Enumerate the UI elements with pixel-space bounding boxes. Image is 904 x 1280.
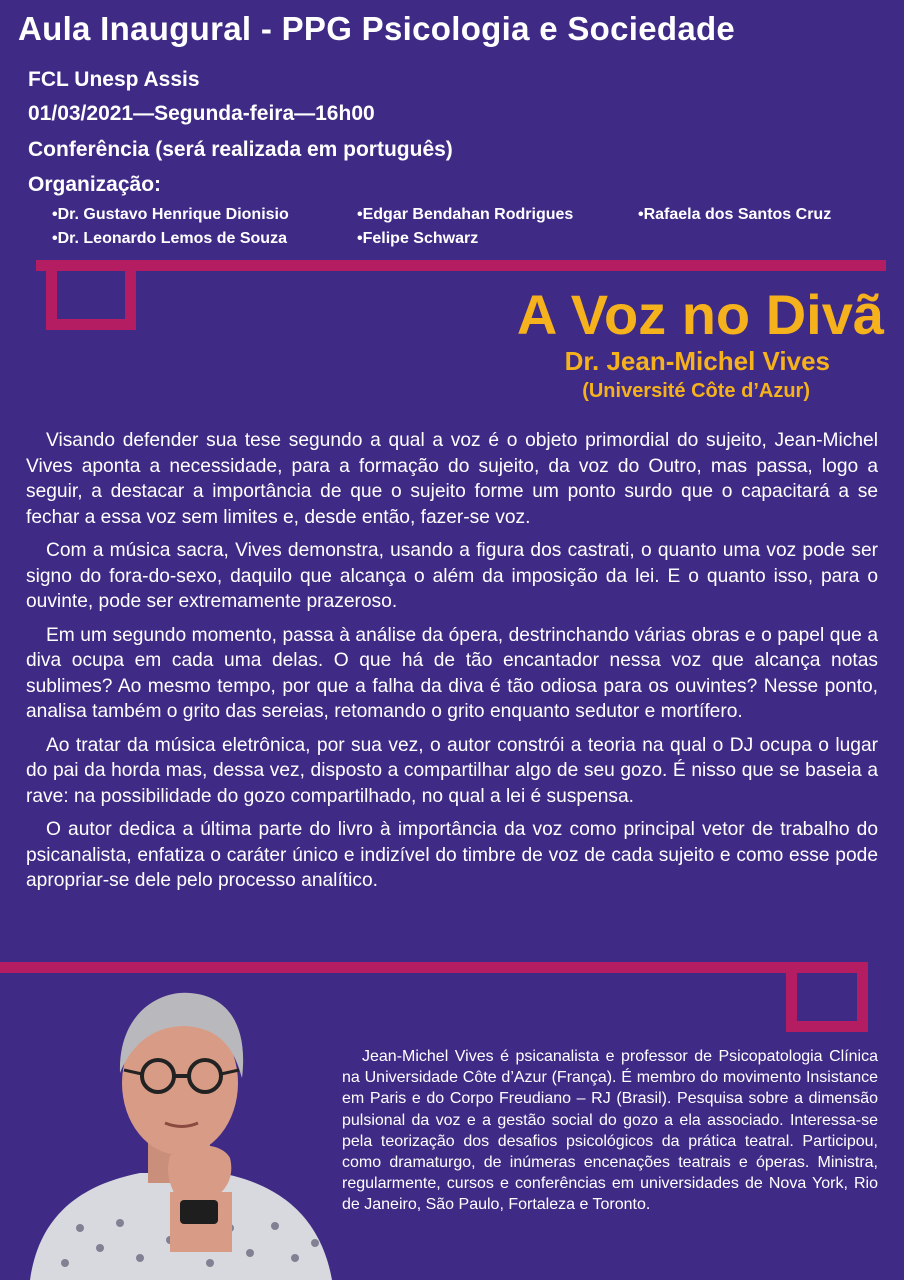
description-paragraph: O autor dedica a última parte do livro à importância da voz como principal vetor de trabalho do psicanalista, enfatiza o caráter único e indizível do timbre de voz de cada sujeito e como esse pode apropriar-se dele pelo processo analítico.: [26, 819, 878, 891]
speaker-affiliation: (Université Côte d’Azur): [582, 380, 810, 402]
speaker-photo: [20, 978, 338, 1280]
organizer-item: •Felipe Schwarz: [357, 230, 479, 247]
organizer-item: •Rafaela dos Santos Cruz: [638, 206, 832, 223]
decorative-frame-bottom: [786, 970, 868, 1032]
speaker-name: Dr. Jean-Michel Vives: [564, 346, 830, 376]
talk-title: A Voz no Divã: [516, 283, 884, 346]
organizer-item: •Edgar Bendahan Rodrigues: [357, 206, 574, 223]
decorative-bar-bottom: [0, 962, 868, 973]
organization-label: Organização:: [28, 173, 162, 196]
institution: FCL Unesp Assis: [28, 68, 200, 91]
description-paragraph: Em um segundo momento, passa à análise da ópera, destrinchando várias obras e o papel que a diva ocupa em cada uma delas. O que há de tão encantador nessa voz que alcança notas sublimes? Ao mesmo tempo, por que a falha da diva é tão odiosa para os ouvintes? Nesse ponto, analisa também o grito das sereias, retomando o grito enquanto sedutor e mortífero.: [26, 624, 878, 722]
description-paragraph: Com a música sacra, Vives demonstra, usando a figura dos castrati, o quanto uma voz pode ser signo do fora-do-sexo, daquilo que alcança o além da imposição da lei. E o quanto isso, para o ouvinte, pode ser extremamente prazeroso.: [26, 540, 878, 612]
talk-description: [26, 428, 878, 902]
description-paragraph: Visando defender sua tese segundo a qual a voz é o objeto primordial do sujeito, Jean-Michel Vives aponta a necessidade, para a formação do sujeito, da voz do Outro, mas passa, logo a seguir, a destacar a importância de que o sujeito forme um ponto surdo que o capacitará a se fechar a essa voz sem limites e, desde então, fazer-se voz.: [26, 430, 878, 528]
organizer-item: •Dr. Leonardo Lemos de Souza: [52, 230, 287, 247]
speaker-bio: Jean-Michel Vives é psicanalista e professor de Psicopatologia Clínica na Universidade Côte d’Azur (França). É membro do movimento Insistance em Paris e do Corpo Freudiano – RJ (Brasil). Pesquisa sobre a dimensão pulsional da voz e a gestão social do gozo a ela associado. Interessa-se pela teorização dos desafios psicológicos da prática teatral. Participou, como dramaturgo, de inúmeras encenações teatrais e óperas. Ministra, regularmente, cursos e conferências em universidades de Nova York, Rio de Janeiro, São Paulo, Fortaleza e Toronto.: [342, 1048, 878, 1214]
description-paragraph: Ao tratar da música eletrônica, por sua vez, o autor constrói a teoria na qual o DJ ocupa o lugar do pai da horda mas, dessa vez, disposto a compartilhar algo de seu gozo. É nisso que se baseia a rave: na possibilidade do gozo compartilhado, no qual a lei é suspensa.: [26, 734, 878, 807]
event-schedule: 01/03/2021—Segunda-feira—16h00: [28, 102, 375, 125]
organizer-item: •Dr. Gustavo Henrique Dionisio: [52, 206, 289, 223]
conference-note: Conferência (será realizada em português): [28, 138, 453, 161]
event-title: Aula Inaugural - PPG Psicologia e Sociedade: [18, 10, 736, 47]
decorative-frame-top: [46, 268, 136, 330]
decorative-bar-top: [36, 260, 886, 271]
